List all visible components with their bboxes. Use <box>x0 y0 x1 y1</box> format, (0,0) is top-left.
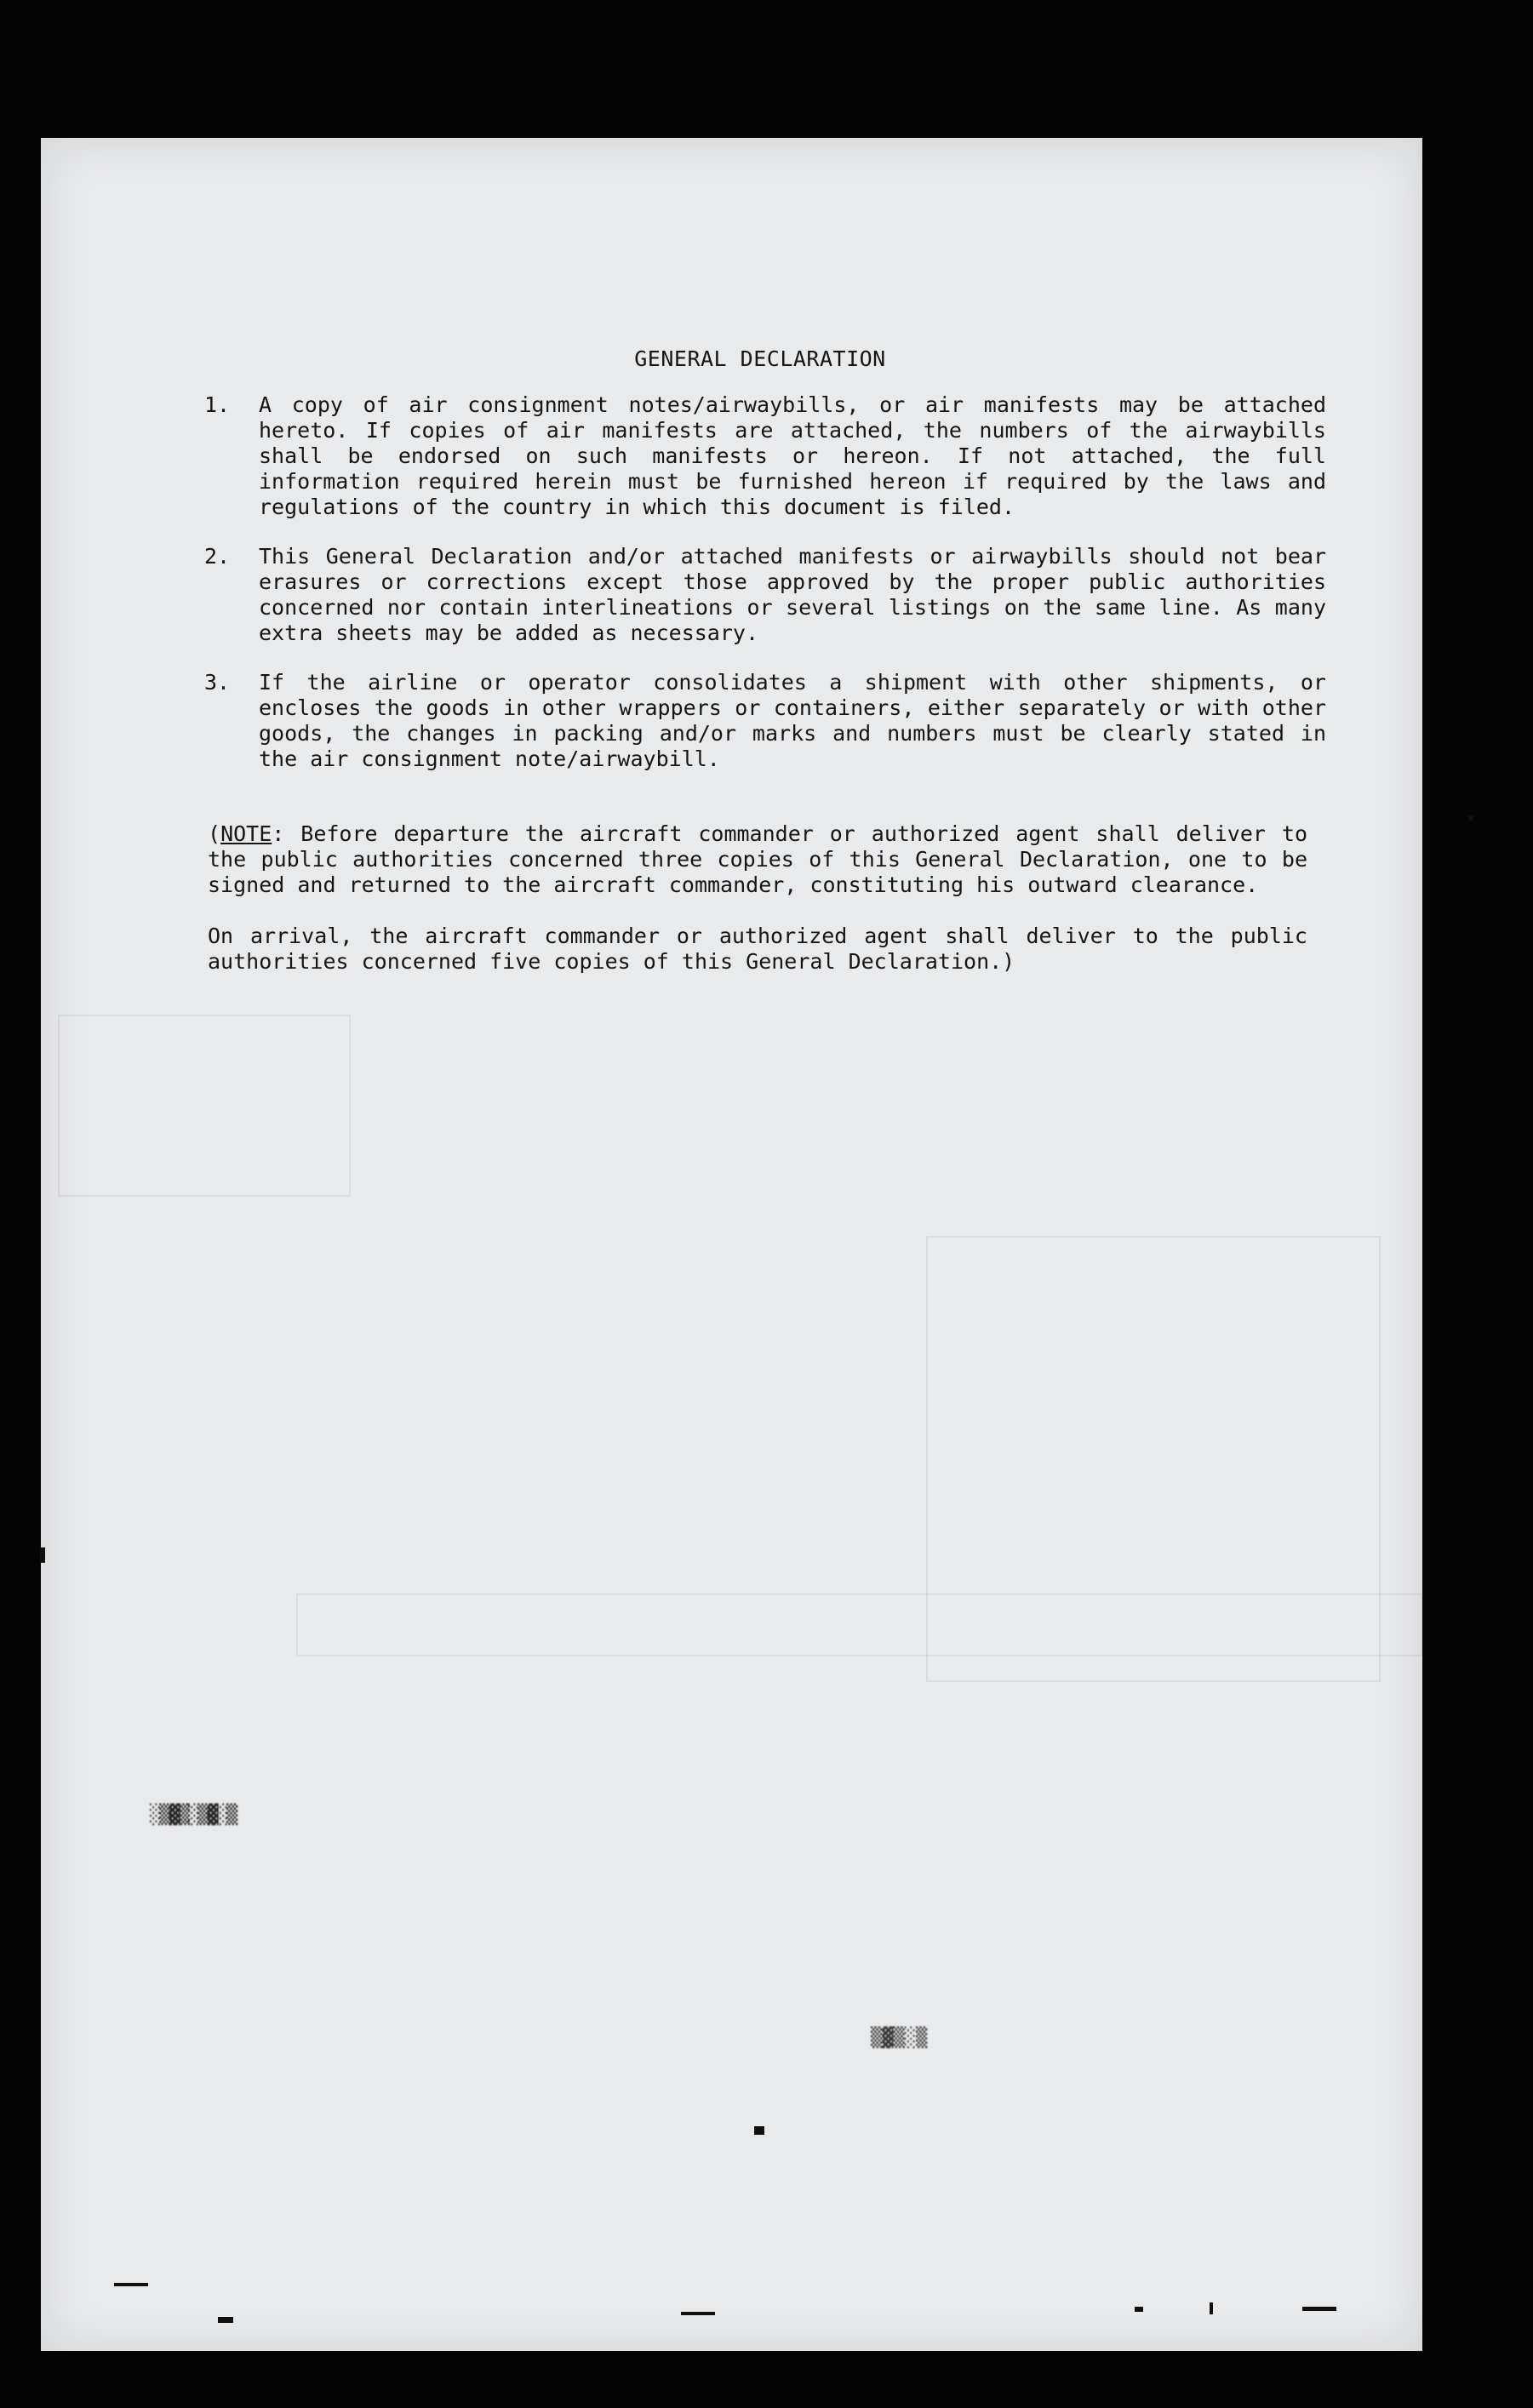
item-text: A copy of air consignment notes/airwaybills, or air manifests may be attached hereto. If copies of air manifests are attached, the numbers of the airwaybills shall be endorsed on such manifests or hereon. If not attached, the full information required herein must be furnished hereon if required by the laws and regulations of the country in which this document is filed. <box>259 392 1326 519</box>
ink-speck <box>218 2317 233 2323</box>
list-item <box>160 544 1326 646</box>
declaration-text <box>160 346 1326 975</box>
smudged-stamp: ▒▓▒░▒ <box>871 2028 928 2049</box>
item-text: This General Declaration and/or attached manifests or airwaybills should not bear erasures or corrections except those approved by the proper public authorities concerned nor contain interlineations or several listings on the same line. As many extra sheets may be added as necessary. <box>259 544 1326 645</box>
ink-speck <box>681 2312 715 2315</box>
smudged-stamp: ░▒▓▒░▒▓░▒ <box>150 1805 237 1826</box>
item-number: 3. <box>204 670 231 695</box>
ink-speck <box>754 2126 764 2135</box>
note-open-paren: ( <box>208 821 221 846</box>
note-text: : Before departure the aircraft commander or authorized agent shall deliver to the public authorities concerned three copies of this General Declaration, one to be signed and returned to the aircraft commander, constituting his outward clearance. <box>208 821 1307 897</box>
ink-speck <box>1468 815 1473 821</box>
ink-speck <box>1302 2307 1336 2311</box>
list-item <box>160 392 1326 520</box>
note-paragraph <box>160 821 1326 898</box>
ink-speck <box>1210 2302 1213 2314</box>
item-number: 2. <box>204 544 231 569</box>
item-text: If the airline or operator consolidates a shipment with other shipments, or encloses the goods in other wrappers or containers, either separately or with other goods, the changes in packing and/or marks and numbers must be clearly stated in the air consignment note/airwaybill. <box>259 670 1326 771</box>
bleed-through-box <box>58 1015 351 1197</box>
ink-speck <box>1135 2307 1143 2312</box>
ink-speck <box>40 1547 45 1563</box>
note-label: NOTE <box>220 821 272 846</box>
list-item <box>160 670 1326 772</box>
bleed-through-band <box>296 1593 1423 1656</box>
item-number: 1. <box>204 392 231 417</box>
document-title: GENERAL DECLARATION <box>634 346 886 371</box>
arrival-paragraph: On arrival, the aircraft commander or authorized agent shall deliver to the public authorities concerned five copies of this General Declaration.) <box>208 924 1307 974</box>
ink-speck <box>114 2283 148 2286</box>
